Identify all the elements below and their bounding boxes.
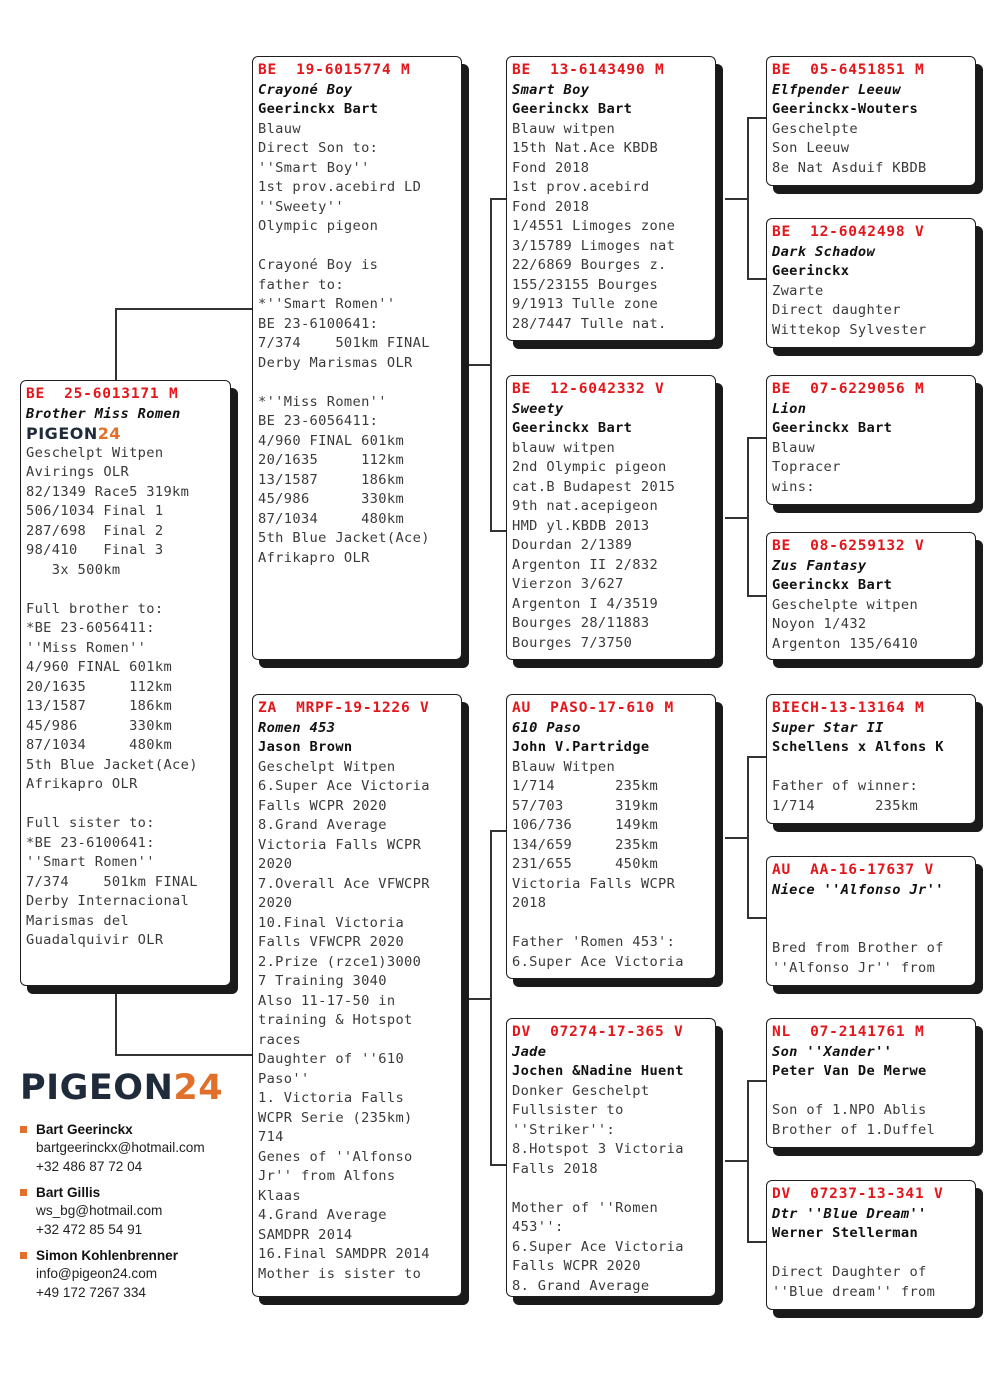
connector-line [747,595,766,597]
connector-line [462,364,490,366]
contact-entry [20,1184,162,1239]
pigeon-name: Smart Boy [512,81,590,98]
breeder-name: Geerinckx Bart [772,577,893,593]
breeder-name: Geerinckx-Wouters [772,101,919,117]
detail-line: Falls WCPR 2020 [512,1258,641,1274]
detail-line [258,237,456,257]
ring-number: BE 13-6143490 M [512,62,665,78]
detail-line: 106/736 149km [512,817,659,833]
detail-line: Father of winner: [772,778,919,794]
detail-line: 1/714 235km [772,797,919,814]
pigeon-name: 610 Paso [512,719,581,736]
connector-line [747,437,749,596]
card-details [772,120,970,179]
pigeon-name: Brother Miss Romen [26,405,181,422]
detail-line: Direct Son to: [258,140,379,156]
contact-email[interactable]: info@pigeon24.com [36,1266,158,1282]
detail-line: blauw witpen [512,439,616,456]
breeder-name: John V.Partridge [512,739,650,755]
detail-line: Son Leeuw [772,140,850,156]
detail-line: 4.Grand Average [258,1207,387,1223]
pedigree-card-subject [20,380,231,986]
detail-line: 2020 [258,895,293,911]
detail-line: 231/655 450km [512,856,659,872]
detail-line: 13/1587 186km [26,698,173,714]
detail-line: 16.Final SAMDPR 2014 [258,1246,430,1262]
pedigree-card-dam [252,694,462,1297]
detail-line: 134/659 235km [512,836,659,853]
breeder-name: Geerinckx [772,263,850,279]
detail-line: races [258,1031,301,1048]
pigeon-name: Dtr ''Blue Dream'' [772,1205,927,1222]
detail-line: 3/15789 Limoges nat [512,237,676,254]
pedigree-card-dds [766,1018,976,1148]
detail-line: Jr'' from Alfons [258,1168,396,1184]
detail-line: 20/1635 112km [258,452,405,468]
breeder-name: Jochen &Nadine Huent [512,1063,684,1079]
detail-line: Avirings OLR [26,464,130,480]
detail-line [512,1179,710,1199]
detail-line: 87/1034 480km [26,737,173,753]
detail-line: 1st prov.acebird [512,179,650,195]
connector-line [747,1241,766,1243]
card-details [512,758,710,973]
connector-line [747,756,766,758]
detail-line: cat.B Budapest 2015 [512,478,676,495]
detail-line: 1/714 235km [512,778,659,794]
card-details [512,120,710,335]
detail-line: Guadalquivir OLR [26,932,164,948]
ring-number: DV 07274-17-365 V [512,1024,684,1040]
detail-line: 1st prov.acebird LD [258,179,422,195]
pedigree-card-sire-sire [506,56,716,341]
breeder-name: Geerinckx Bart [512,420,633,436]
pigeon-name: Romen 453 [258,719,336,736]
ring-number: BE 12-6042332 V [512,381,665,397]
bullet-icon [20,1126,27,1133]
detail-line: 45/986 330km [258,491,405,507]
pigeon-name: Jade [512,1043,547,1060]
card-details [258,758,456,1285]
detail-line: Son of 1.NPO Ablis [772,1102,927,1118]
detail-line: 155/23155 Bourges [512,276,659,293]
detail-line: 6.Super Ace Victoria [512,1238,684,1255]
contact-name: Bart Geerinckx [36,1122,133,1137]
detail-line: 13/1587 186km [258,471,405,488]
detail-line: 8e Nat Asduif KBDB [772,159,927,176]
detail-line: 8.Hotspot 3 Victoria [512,1141,684,1157]
detail-line: 28/7447 Tulle nat. [512,315,667,332]
detail-line: training & Hotspot [258,1012,413,1028]
connector-line [490,1164,506,1166]
contact-email[interactable]: ws_bg@hotmail.com [36,1203,163,1219]
connector-line [725,517,747,519]
breeder-name: Jason Brown [258,739,353,755]
detail-line: 7/374 501km FINAL [26,873,198,890]
card-details [772,758,970,817]
detail-line: Mother of ''Romen [512,1199,659,1216]
detail-line: *''Miss Romen'' [258,393,387,410]
ring-number: BE 05-6451851 M [772,62,925,78]
connector-line [115,308,117,380]
detail-line: Blauw [258,120,301,137]
detail-line [772,1082,970,1102]
connector-line [747,1080,766,1082]
detail-line: Noyon 1/432 [772,616,867,632]
detail-line: Falls WCPR 2020 [258,797,387,814]
connector-line [490,830,492,1165]
ring-number: BE 07-6229056 M [772,381,925,397]
detail-line: 15th Nat.Ace KBDB [512,140,659,156]
ring-number: BE 08-6259132 V [772,538,925,554]
pigeon-name: Dark Schadow [772,243,876,260]
detail-line: Falls 2018 [512,1160,598,1177]
detail-line: Fond 2018 [512,159,590,176]
detail-line [26,795,225,815]
pedigree-card-sss [766,56,976,186]
pigeon-name: Sweety [512,400,564,417]
connector-line [747,437,766,439]
connector-line [725,837,747,839]
detail-line [772,920,970,940]
detail-line: Direct daughter [772,302,901,318]
detail-line: 6.Super Ace Victoria [258,778,430,794]
detail-line: 45/986 330km [26,717,173,734]
connector-line [725,1160,747,1162]
detail-line: Bred from Brother of [772,940,944,956]
detail-line: Father 'Romen 453': [512,934,676,950]
detail-line: Wittekop Sylvester [772,321,927,338]
detail-line: Geschelpt Witpen [258,758,396,775]
card-details [258,120,456,569]
breeder-name: Geerinckx Bart [258,101,379,117]
detail-line: Victoria Falls WCPR [512,875,676,892]
pigeon-name: Crayoné Boy [258,81,353,98]
card-details [772,596,970,655]
ring-number: DV 07237-13-341 V [772,1186,944,1202]
detail-line: Full sister to: [26,815,155,831]
connector-line [747,117,766,119]
connector-line [747,917,766,919]
connector-line [747,756,749,918]
connector-line [115,308,252,310]
ring-number: BIECH-13-13164 M [772,700,925,716]
connector-line [747,1080,749,1242]
detail-line [258,373,456,393]
detail-line: 2nd Olympic pigeon [512,459,667,475]
connector-line [462,998,490,1000]
detail-line: 8. Grand Average [512,1277,650,1294]
detail-line: 1. Victoria Falls [258,1090,405,1106]
detail-line: Crayoné Boy is [258,257,379,273]
detail-line: 5th Blue Jacket(Ace) [258,530,430,546]
detail-line: Blauw Witpen [512,758,616,775]
detail-line: Fond 2018 [512,198,590,215]
detail-line: 20/1635 112km [26,678,173,695]
detail-line: Afrikapro OLR [258,549,370,566]
detail-line: Mother is sister to [258,1265,422,1282]
detail-line: Geschelpt Witpen [26,444,164,461]
pigeon-name: Zus Fantasy [772,557,867,574]
pigeon-name: Lion [772,400,807,417]
detail-line: Argenton I 4/3519 [512,595,659,612]
detail-line: 22/6869 Bourges z. [512,257,667,273]
card-details [772,1082,970,1141]
detail-line: 10.Final Victoria [258,914,405,931]
contact-phone[interactable]: +49 172 7267 334 [36,1284,146,1300]
detail-line: 2020 [258,856,293,872]
breeder-name: Peter Van De Merwe [772,1063,927,1079]
detail-line: Donker Geschelpt [512,1082,650,1099]
detail-line: ''Smart Romen'' [26,854,155,870]
detail-line: Derby Internacional [26,893,190,909]
bullet-icon [20,1189,27,1196]
breeder-name: Geerinckx Bart [772,420,893,436]
connector-line [747,117,749,279]
connector-line [490,530,506,532]
breeder-name [772,900,970,920]
card-details [772,1244,970,1303]
pedigree-card-sdd [766,532,976,660]
detail-line: Falls VFWCPR 2020 [258,934,405,950]
ring-number: AU AA-16-17637 V [772,862,935,878]
detail-line: SAMDPR 2014 [258,1226,353,1243]
detail-line: Argenton 135/6410 [772,635,919,652]
card-details [772,282,970,341]
connector-line [115,987,117,1055]
detail-line: 82/1349 Race5 319km [26,483,190,500]
detail-line: Direct Daughter of [772,1264,927,1280]
pedigree-card-ddd [766,1180,976,1310]
detail-line: Dourdan 2/1389 [512,537,633,553]
connector-line [490,198,492,531]
detail-line: Zwarte [772,282,824,299]
detail-line: Daughter of ''610 [258,1051,405,1067]
contact-phone[interactable]: +32 472 85 54 91 [36,1221,143,1237]
contact-phone[interactable]: +32 486 87 72 04 [36,1158,143,1174]
detail-line: Genes of ''Alfonso [258,1148,413,1165]
ring-number: ZA MRPF-19-1226 V [258,700,430,716]
pedigree-card-dam-dam [506,1018,716,1297]
pedigree-card-dsd [766,856,976,986]
detail-line: Argenton II 2/832 [512,556,659,573]
detail-line: Bourges 28/11883 [512,615,650,631]
detail-line: Blauw witpen [512,120,616,137]
detail-line: Derby Marismas OLR [258,354,413,371]
detail-line: ''Alfonso Jr'' from [772,959,936,976]
detail-line: 5th Blue Jacket(Ace) [26,756,198,773]
detail-line: 287/698 Final 2 [26,522,164,539]
detail-line: 8.Grand Average [258,817,387,833]
detail-line: 506/1034 Final 1 [26,503,164,519]
detail-line: BE 23-6056411: [258,413,379,429]
ring-number: BE 19-6015774 M [258,62,411,78]
detail-line: 1/4551 Limoges zone [512,218,676,234]
connector-line [747,278,766,280]
connector-line [490,830,506,832]
connector-line [115,1054,252,1056]
ring-number: NL 07-2141761 M [772,1024,925,1040]
detail-line: *BE 23-6056411: [26,620,155,636]
connector-line [725,198,747,200]
pigeon24-logo: PIGEON24 [26,424,121,443]
detail-line: 2.Prize (rzce1)3000 [258,953,422,970]
card-details [512,439,710,654]
detail-line: ''Smart Boy'' [258,159,370,176]
pigeon-name: Niece ''Alfonso Jr'' [772,881,944,898]
detail-line: Brother of 1.Duffel [772,1121,936,1138]
detail-line: Fullsister to [512,1102,624,1118]
detail-line: wins: [772,478,815,495]
detail-line: 2018 [512,895,547,911]
detail-line: 57/703 319km [512,797,659,814]
detail-line: *BE 23-6100641: [26,834,155,851]
card-details [772,920,970,979]
detail-line: ''Sweety'' [258,198,344,215]
detail-line: Marismas del [26,912,130,929]
card-details [772,439,970,498]
contact-entry [20,1247,178,1302]
detail-line [772,758,970,778]
pedigree-card-dss [766,694,976,824]
detail-line: 98/410 Final 3 [26,542,164,558]
detail-line: Geschelpte [772,120,858,137]
detail-line: 4/960 FINAL 601km [258,432,405,449]
detail-line: Paso'' [258,1070,310,1087]
detail-line: Geschelpte witpen [772,596,919,613]
contact-name: Bart Gillis [36,1185,101,1200]
detail-line: father to: [258,276,344,293]
detail-line: Olympic pigeon [258,218,379,234]
pedigree-card-sds [766,375,976,505]
pedigree-card-sire [252,56,462,660]
detail-line: 714 [258,1129,284,1145]
detail-line: ''Miss Romen'' [26,639,147,656]
detail-line: 7/374 501km FINAL [258,335,430,351]
detail-line: ''Striker'': [512,1121,616,1138]
pedigree-card-sire-dam [506,375,716,660]
pigeon-name: Super Star II [772,719,884,736]
card-details [26,444,225,951]
breeder-name: Werner Stellerman [772,1225,919,1241]
breeder-name: Geerinckx Bart [512,101,633,117]
detail-line: 3x 500km [26,561,121,578]
detail-line: 7.Overall Ace VFWCPR [258,875,430,892]
detail-line: 9th nat.acepigeon [512,498,659,514]
detail-line: BE 23-6100641: [258,315,379,332]
detail-line [26,580,225,600]
detail-line: Blauw [772,439,815,456]
detail-line: Full brother to: [26,600,164,617]
ring-number: BE 12-6042498 V [772,224,925,240]
bullet-icon [20,1252,27,1259]
detail-line: 9/1913 Tulle zone [512,296,659,312]
detail-line: Afrikapro OLR [26,776,138,792]
breeder-name: Schellens x Alfons K [772,739,944,755]
pigeon-name: Son ''Xander'' [772,1043,893,1060]
detail-line: Victoria Falls WCPR [258,836,422,853]
contact-email[interactable]: bartgeerinckx@hotmail.com [36,1140,205,1156]
detail-line: Topracer [772,459,841,475]
detail-line: HMD yl.KBDB 2013 [512,517,650,534]
detail-line: 453'': [512,1219,564,1235]
detail-line: Bourges 7/3750 [512,634,633,651]
detail-line: *''Smart Romen'' [258,296,396,312]
connector-line [490,198,506,200]
detail-line: 7 Training 3040 [258,973,387,989]
detail-line: Vierzon 3/627 [512,576,624,592]
ring-number: BE 25-6013171 M [26,386,179,402]
detail-line: Klaas [258,1187,301,1204]
detail-line: ''Blue dream'' from [772,1283,936,1300]
detail-line: 6.Super Ace Victoria [512,953,684,970]
detail-line: Also 11-17-50 in [258,992,396,1009]
pedigree-card-dam-sire [506,694,716,979]
card-details [512,1082,710,1297]
contact-entry [20,1121,205,1176]
contact-name: Simon Kohlenbrenner [36,1248,178,1263]
detail-line [512,914,710,934]
ring-number: AU PASO-17-610 M [512,700,675,716]
pedigree-card-ssd [766,218,976,348]
detail-line: WCPR Serie (235km) [258,1109,413,1126]
pigeon-name: Elfpender Leeuw [772,81,901,98]
detail-line: 87/1034 480km [258,510,405,527]
pigeon24-logo: PIGEON24 [20,1068,224,1108]
detail-line: 4/960 FINAL 601km [26,659,173,675]
detail-line [772,1244,970,1264]
